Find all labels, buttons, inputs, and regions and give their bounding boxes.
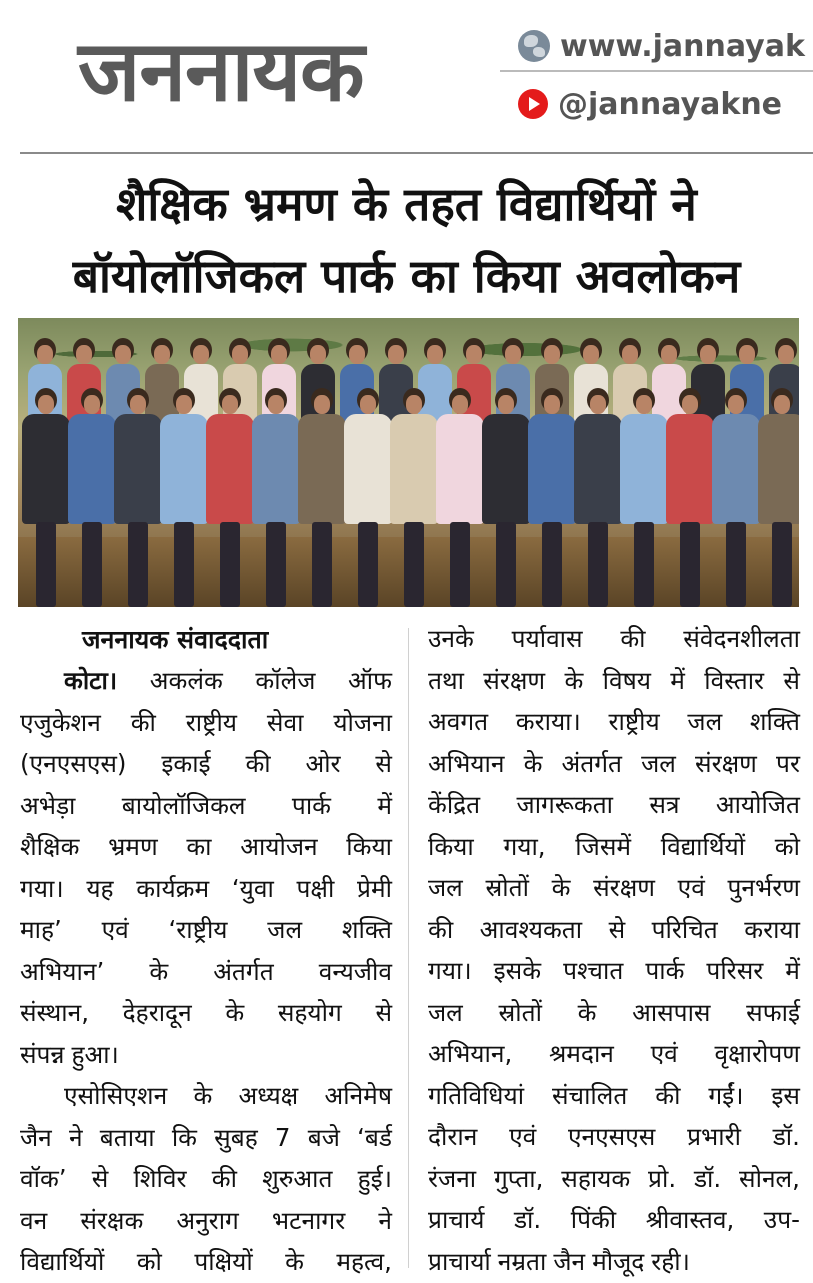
figure-part bbox=[544, 345, 560, 364]
youtube-icon bbox=[518, 89, 548, 119]
article-line bbox=[428, 1199, 800, 1241]
figure-part bbox=[36, 522, 56, 607]
article-word: नम्रता bbox=[497, 1246, 547, 1276]
article-word: गया। bbox=[20, 873, 64, 903]
article-word: अभियान bbox=[428, 748, 505, 778]
figure-part bbox=[452, 395, 468, 414]
figure-part bbox=[544, 395, 560, 414]
figure-part bbox=[130, 395, 146, 414]
article-word: शैक्षिक bbox=[20, 832, 80, 861]
figure-part bbox=[310, 345, 326, 364]
article-line bbox=[20, 1117, 392, 1159]
article-word: पार्क bbox=[291, 790, 331, 820]
article-word: किया bbox=[346, 832, 392, 861]
article-line bbox=[20, 1200, 392, 1242]
article-word: शिविर bbox=[133, 1164, 187, 1193]
article-line bbox=[20, 1075, 392, 1117]
article-word: जल bbox=[428, 873, 463, 902]
figure-part bbox=[496, 522, 516, 607]
article-word: भटनागर bbox=[271, 1205, 346, 1235]
figure-part bbox=[622, 345, 638, 364]
article-word: वृक्षारोपण bbox=[714, 1039, 800, 1068]
figure-part bbox=[38, 395, 54, 414]
figure-part bbox=[193, 345, 209, 364]
figure-part bbox=[682, 395, 698, 414]
social-handle: @jannayakne bbox=[558, 86, 783, 122]
article-word: श्रमदान bbox=[548, 1039, 614, 1068]
article-word: एवं bbox=[677, 873, 705, 902]
article-word: गतिविधियां bbox=[428, 1080, 525, 1110]
figure-part bbox=[634, 522, 654, 607]
article-word: इस bbox=[771, 1080, 800, 1110]
figure-part bbox=[114, 414, 162, 524]
article-word: महत्व, bbox=[336, 1247, 392, 1276]
figure-part bbox=[726, 522, 746, 607]
article-line bbox=[428, 1158, 800, 1200]
figure-part bbox=[620, 414, 668, 524]
group-photo bbox=[18, 318, 799, 607]
figure-part bbox=[388, 345, 404, 364]
article-word: यह bbox=[86, 873, 114, 903]
figure-part bbox=[176, 395, 192, 414]
article-word: जल bbox=[428, 997, 463, 1027]
figure-part bbox=[76, 345, 92, 364]
article-word: वन bbox=[20, 1205, 48, 1235]
article-line bbox=[428, 743, 800, 785]
article-word: प्रो. bbox=[648, 1163, 677, 1193]
figure-part bbox=[312, 522, 332, 607]
figure-part bbox=[271, 345, 287, 364]
article-word: आवश्यकता bbox=[479, 914, 583, 944]
article-word: माह’ bbox=[20, 915, 62, 944]
article-word: सहायक bbox=[561, 1163, 631, 1193]
article-word: से bbox=[608, 914, 626, 944]
figure-part bbox=[772, 522, 792, 607]
article-word: सुबह bbox=[214, 1122, 258, 1152]
article-word: आयोजन bbox=[240, 832, 318, 861]
article-word: जैन bbox=[20, 1122, 52, 1152]
figure-part bbox=[252, 414, 300, 524]
figure-part bbox=[232, 345, 248, 364]
figure-part bbox=[574, 414, 622, 524]
article-line bbox=[20, 785, 392, 827]
figure-part bbox=[712, 414, 760, 524]
article-word: संरक्षक bbox=[80, 1205, 144, 1235]
article-word: की bbox=[245, 749, 271, 778]
article-word: कॉलेज bbox=[255, 666, 316, 695]
article-word: अंतर्गत bbox=[213, 956, 274, 986]
figure-part bbox=[358, 522, 378, 607]
article-word: पुनर्भरण bbox=[727, 873, 800, 902]
article-word: के bbox=[285, 1247, 304, 1276]
article-word: ‘राष्ट्रीय bbox=[168, 915, 228, 944]
article-word: राष्ट्रीय bbox=[185, 707, 237, 737]
figure-part bbox=[583, 345, 599, 364]
figure-part bbox=[154, 345, 170, 364]
article-word: संवेदनशीलता bbox=[683, 624, 800, 653]
article-word: के bbox=[193, 1081, 213, 1110]
article-word: सफाई bbox=[746, 997, 800, 1027]
article-word: प्राचार्य bbox=[428, 1205, 485, 1234]
article-word: की bbox=[655, 1080, 681, 1110]
article-line bbox=[20, 909, 392, 951]
article-line bbox=[428, 1116, 800, 1158]
article-line bbox=[428, 701, 800, 743]
article-word: विस्तार bbox=[704, 665, 765, 695]
figure-part bbox=[68, 414, 116, 524]
article-word: एवं bbox=[101, 915, 129, 944]
article-word: बायोलॉजिकल bbox=[121, 790, 246, 820]
article-word: डॉ. bbox=[772, 1122, 800, 1151]
article-word: में bbox=[785, 956, 800, 985]
article-line bbox=[428, 950, 800, 992]
article-word: रही। bbox=[651, 1246, 690, 1276]
masthead-divider bbox=[500, 70, 813, 72]
headline-line-1: शैक्षिक भ्रमण के तहत विद्यार्थियों ने bbox=[116, 177, 697, 231]
article-word: पिंकी bbox=[570, 1205, 617, 1234]
article-word: से bbox=[783, 665, 800, 695]
figure-part bbox=[542, 522, 562, 607]
article-word: विद्यार्थियों bbox=[660, 831, 746, 861]
article-line bbox=[428, 618, 800, 660]
article-word: विद्यार्थियों bbox=[20, 1247, 105, 1276]
article-word: की bbox=[211, 1164, 237, 1193]
article-word: योजना bbox=[333, 707, 392, 737]
article-line bbox=[428, 867, 800, 909]
figure-part bbox=[390, 414, 438, 524]
article-word: कि bbox=[171, 1122, 197, 1152]
article-word: से bbox=[91, 1164, 109, 1193]
article-word: जल bbox=[641, 748, 676, 778]
article-word: एवं bbox=[650, 1039, 678, 1068]
article-word: डॉ. bbox=[513, 1205, 542, 1234]
article-word: जागरूकता bbox=[516, 790, 614, 819]
article-word: डॉ. bbox=[693, 1163, 722, 1193]
figure-part bbox=[360, 395, 376, 414]
article-word: सहयोग bbox=[277, 998, 342, 1027]
article-word: पर bbox=[776, 748, 800, 778]
article-word: सत्र bbox=[649, 790, 680, 819]
figure-part bbox=[160, 414, 208, 524]
article-word: जिसमें bbox=[575, 831, 632, 861]
article-word: अभियान’ bbox=[20, 956, 105, 986]
figure-part bbox=[268, 395, 284, 414]
figure-part bbox=[661, 345, 677, 364]
article-word: एजुकेशन bbox=[20, 707, 101, 737]
article-word: के bbox=[551, 873, 571, 902]
figure-part bbox=[482, 414, 530, 524]
figure-part bbox=[498, 395, 514, 414]
article-word: में bbox=[670, 665, 685, 695]
figure-part bbox=[466, 345, 482, 364]
figure-part bbox=[505, 345, 521, 364]
column-divider bbox=[408, 628, 409, 1268]
article-line bbox=[20, 743, 392, 785]
article-word: प्रेमी bbox=[357, 873, 392, 903]
article-word: कोटा। bbox=[64, 666, 118, 695]
article-word: के bbox=[577, 997, 597, 1027]
article-line bbox=[20, 951, 392, 993]
article-word: आयोजित bbox=[715, 790, 800, 819]
article-line bbox=[428, 909, 800, 951]
article-word: से bbox=[375, 998, 392, 1027]
article-word: इसके bbox=[493, 956, 542, 985]
article-word: को bbox=[774, 831, 800, 861]
article-word: से bbox=[375, 749, 392, 778]
article-word: एसोसिएशन bbox=[64, 1081, 168, 1110]
article-word: गया, bbox=[503, 831, 546, 861]
headline-line-2: बॉयोलॉजिकल पार्क का किया अवलोकन bbox=[72, 249, 741, 303]
figure-part bbox=[774, 395, 790, 414]
article-word: किया bbox=[428, 831, 474, 861]
article-word: अभेड़ा bbox=[20, 790, 76, 820]
article-line bbox=[20, 1241, 392, 1283]
figure-part bbox=[450, 522, 470, 607]
article-word: तथा bbox=[428, 665, 464, 695]
article-word: केंद्रित bbox=[428, 790, 481, 819]
article-word: देहरादून bbox=[122, 998, 192, 1027]
article-word: के bbox=[564, 665, 584, 695]
figure-part bbox=[680, 522, 700, 607]
article-word: पक्षी bbox=[296, 873, 335, 903]
article-word: ‘युवा bbox=[231, 873, 274, 903]
article-word: राष्ट्रीय bbox=[608, 707, 660, 736]
article-word: संपन्न bbox=[20, 1039, 65, 1069]
article-word: विषय bbox=[602, 665, 651, 695]
article-word: शुरुआत bbox=[262, 1164, 333, 1193]
article-word: गुप्ता, bbox=[493, 1163, 544, 1193]
article-line bbox=[428, 1075, 800, 1117]
article-word: ओर bbox=[305, 749, 341, 778]
headline bbox=[0, 168, 813, 312]
figure-part bbox=[700, 345, 716, 364]
figure-part bbox=[588, 522, 608, 607]
article-word: के bbox=[225, 998, 245, 1027]
website-text: www.jannayak bbox=[560, 28, 805, 64]
figure-part bbox=[115, 345, 131, 364]
article-word: हुई। bbox=[357, 1164, 392, 1193]
article-word: कराया bbox=[744, 914, 800, 944]
article-word: उनके bbox=[428, 624, 474, 653]
article-word: पक्षियों bbox=[194, 1247, 253, 1276]
figure-part bbox=[406, 395, 422, 414]
article-word: जैन bbox=[553, 1246, 586, 1276]
article-word: प्रभारी bbox=[687, 1122, 741, 1151]
figure-part bbox=[728, 395, 744, 414]
article-line bbox=[20, 702, 392, 744]
article-word: शक्ति bbox=[749, 707, 800, 736]
article-word: की bbox=[620, 624, 646, 653]
figure-part bbox=[266, 522, 286, 607]
article-word: दौरान bbox=[428, 1122, 478, 1151]
article-word: को bbox=[136, 1247, 162, 1276]
figure-part bbox=[427, 345, 443, 364]
article-word: 7 bbox=[274, 1122, 291, 1152]
masthead bbox=[0, 0, 813, 150]
article-word: परिचित bbox=[651, 914, 718, 944]
figure-part bbox=[404, 522, 424, 607]
article-word: का bbox=[186, 832, 212, 861]
article-word: कार्यक्रम bbox=[136, 873, 210, 903]
figure-part bbox=[222, 395, 238, 414]
article-word: के bbox=[523, 748, 543, 778]
figure-part bbox=[82, 522, 102, 607]
figure-part bbox=[528, 414, 576, 524]
article-word: गया। bbox=[428, 956, 472, 985]
article-word: संचालित bbox=[551, 1080, 628, 1110]
article-line bbox=[428, 826, 800, 868]
article-word: अध्यक्ष bbox=[238, 1081, 299, 1110]
article-word: एवं bbox=[509, 1122, 537, 1151]
article-line bbox=[20, 1158, 392, 1200]
article-line bbox=[20, 826, 392, 868]
figure-part bbox=[436, 414, 484, 524]
article-word: पश्चात bbox=[563, 956, 624, 985]
article-line bbox=[428, 784, 800, 826]
article-line bbox=[428, 992, 800, 1034]
figure-part bbox=[590, 395, 606, 414]
article-word: संरक्षण bbox=[593, 873, 655, 902]
article-word: संरक्षण bbox=[483, 665, 546, 695]
article-word: पर्यावास bbox=[511, 624, 583, 653]
article-line bbox=[20, 992, 392, 1034]
article-word: हुआ। bbox=[71, 1039, 119, 1069]
article-word: इकाई bbox=[161, 749, 211, 778]
article-word: (एनएसएस) bbox=[20, 749, 127, 778]
article-word: अवगत bbox=[428, 707, 489, 736]
social-row bbox=[518, 84, 782, 124]
article-word: अकलंक bbox=[149, 666, 223, 695]
article-word: ने bbox=[68, 1122, 83, 1152]
article-line bbox=[20, 1034, 392, 1076]
masthead-rule bbox=[20, 152, 813, 154]
article-word: अनिमेष bbox=[324, 1081, 392, 1110]
article-word: प्राचार्या bbox=[428, 1246, 491, 1276]
article-word: के bbox=[149, 956, 169, 986]
article-word: जल bbox=[267, 915, 303, 944]
figure-part bbox=[739, 345, 755, 364]
article-column-right bbox=[428, 618, 800, 1282]
article-word: आसपास bbox=[632, 997, 711, 1027]
figure-part bbox=[128, 522, 148, 607]
article-word: बताया bbox=[99, 1122, 155, 1152]
article-line bbox=[428, 660, 800, 702]
figure-part bbox=[37, 345, 53, 364]
figure-part bbox=[206, 414, 254, 524]
article-word: श्रीवास्तव, bbox=[645, 1205, 735, 1234]
figure-part bbox=[349, 345, 365, 364]
figure-part bbox=[314, 395, 330, 414]
figure-part bbox=[758, 414, 799, 524]
figure-part bbox=[22, 414, 70, 524]
article-word: उप- bbox=[763, 1205, 800, 1234]
article-word: वॉक’ bbox=[20, 1164, 67, 1193]
figure-part bbox=[778, 345, 794, 364]
article-word: की bbox=[130, 707, 156, 737]
article-word: संरक्षण bbox=[695, 748, 757, 778]
figure-part bbox=[298, 414, 346, 524]
figure-part bbox=[636, 395, 652, 414]
article-column-left bbox=[20, 660, 392, 1283]
article-word: अंतर्गत bbox=[561, 748, 622, 778]
article-word: शक्ति bbox=[341, 915, 392, 944]
article-line bbox=[428, 1033, 800, 1075]
website-row bbox=[518, 26, 805, 66]
article-word: में bbox=[377, 790, 392, 820]
article-word: कराया। bbox=[515, 707, 581, 736]
article-word: ऑफ bbox=[348, 666, 392, 695]
figure-part bbox=[666, 414, 714, 524]
figure-part bbox=[84, 395, 100, 414]
article-word: स्रोतों bbox=[485, 873, 529, 902]
article-word: मौजूद bbox=[592, 1246, 645, 1276]
article-word: बजे bbox=[307, 1122, 340, 1152]
figure-part bbox=[220, 522, 240, 607]
article-line bbox=[20, 868, 392, 910]
article-word: स्रोतों bbox=[498, 997, 542, 1027]
byline: जननायक संवाददाता bbox=[82, 625, 269, 654]
article-word: भ्रमण bbox=[108, 832, 158, 861]
article-word: ‘बर्ड bbox=[357, 1122, 392, 1152]
article-word: जल bbox=[687, 707, 723, 736]
article-word: सेवा bbox=[266, 707, 304, 737]
figure-part bbox=[344, 414, 392, 524]
article-word: रंजना bbox=[428, 1163, 477, 1193]
article-word: ने bbox=[378, 1205, 392, 1235]
article-word: अभियान, bbox=[428, 1039, 513, 1068]
article-word: गईं। bbox=[708, 1080, 744, 1110]
article-word: वन्यजीव bbox=[318, 956, 392, 986]
article-word: एनएसएस bbox=[567, 1122, 656, 1151]
figure-part bbox=[174, 522, 194, 607]
article-word: पार्क bbox=[645, 956, 685, 985]
article-line bbox=[20, 660, 392, 702]
article-word: अनुराग bbox=[176, 1205, 239, 1235]
article-word: संस्थान, bbox=[20, 998, 89, 1027]
globe-icon bbox=[518, 30, 550, 62]
article-word: सोनल, bbox=[739, 1163, 800, 1193]
article-word: की bbox=[428, 914, 454, 944]
newspaper-title: जननायक bbox=[78, 22, 364, 120]
article-word: परिसर bbox=[706, 956, 764, 985]
article-line bbox=[428, 1241, 800, 1283]
